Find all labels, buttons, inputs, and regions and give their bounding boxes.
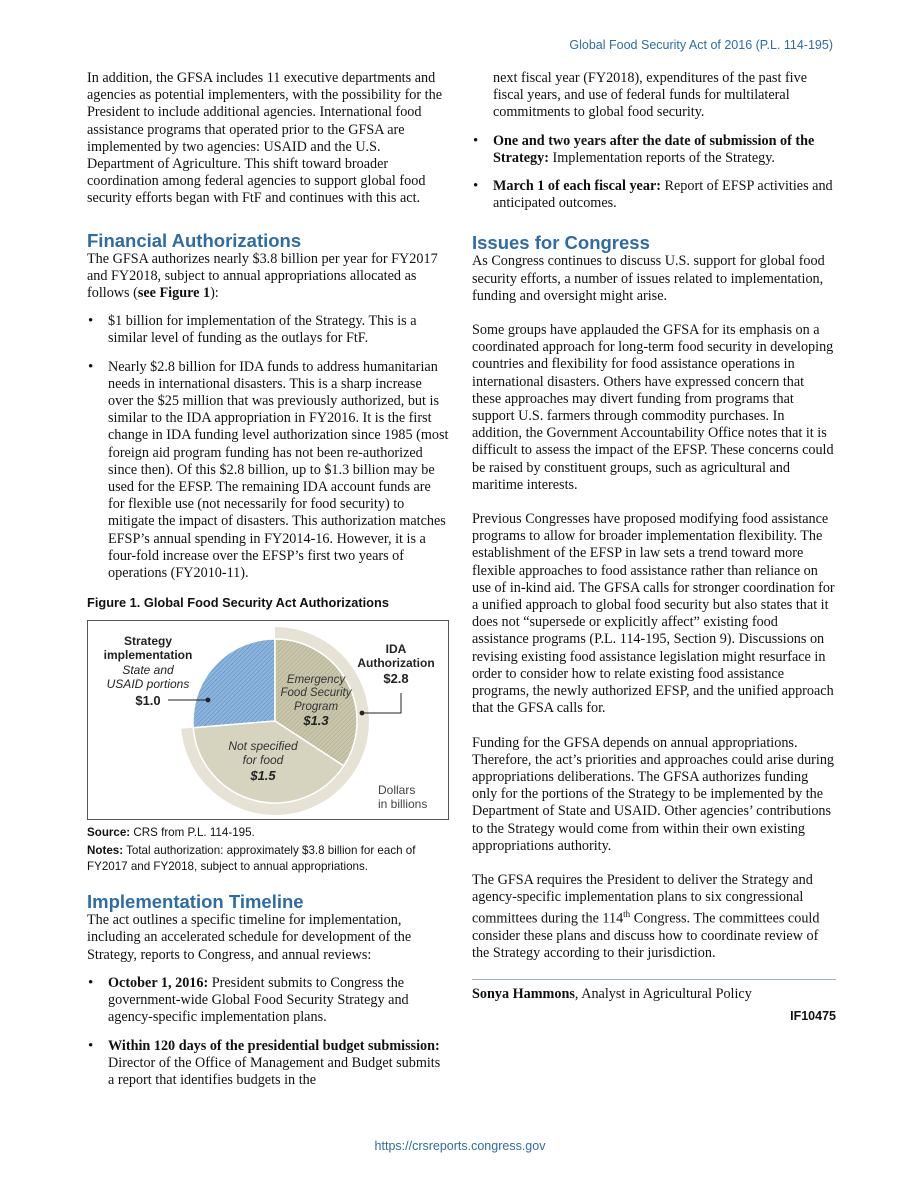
label-not-specified-line2: for food bbox=[242, 753, 284, 768]
right-column bbox=[472, 70, 836, 1025]
footer-url[interactable]: https://crsreports.congress.gov bbox=[374, 1139, 546, 1153]
bullet-120-days: • Within 120 days of the presidential budget submission: Director of the Office of Management and Budget submits a report that identifies budgets in the bbox=[87, 1038, 449, 1090]
figure-caption: Figure 1. Global Food Security Act Authorizations bbox=[87, 595, 389, 611]
issues-paragraph-3: Previous Congresses have proposed modifying food assistance programs to allow for broader implementation flexibility. The establishment of the EFSP in law sets a trend toward more flexible approaches to food assistance rather than reliance on use of in-kind aid. The GFSA calls for stronger coordination for a unified approach to global food security but also states that it does not “supersede or explicitly affect” existing food assistance programs (P.L. 114-195, Section 9). Discussions on revising existing food assistance legislation might resurface in order to consider how to relate existing food assistance programs, the newly authorized EFSP, and the unified approach that the GFSA calls for. bbox=[472, 511, 835, 717]
figure-1-pie-chart bbox=[87, 620, 449, 820]
intro-paragraph: In addition, the GFSA includes 11 executive departments and agencies as potential implementers, with the possibility for the President to include additional agencies. International food assistance programs that operated prior to the GFSA are implemented by two agencies: USAID and the U.S. Department of Agriculture. This shift toward broader coordination among federal agencies to support global food security efforts began with FtF and continues with this act. bbox=[87, 70, 442, 207]
financial-authorizations-heading: Financial Authorizations bbox=[87, 229, 302, 251]
bullet-120-days-continuation: next fiscal year (FY2018), expenditures of the past five fiscal years, and use of federal funds for multilateral commitments to global food security. bbox=[493, 70, 807, 121]
bullet-march-1: • March 1 of each fiscal year: Report of EFSP activities and anticipated outcomes. bbox=[472, 178, 836, 212]
bullet-one-two-years: • One and two years after the date of submission of the Strategy: Implementation reports of the Strategy. bbox=[472, 133, 836, 167]
strategy-leader-dot bbox=[206, 698, 211, 703]
label-strategy-line4: USAID portions bbox=[106, 677, 190, 692]
issues-paragraph-1: As Congress continues to discuss U.S. support for global food security efforts, a number of issues related to implementation, funding and oversight might arise. bbox=[472, 253, 825, 304]
label-efsp-line1: Emergency bbox=[286, 674, 346, 687]
timeline-bullet-list-left bbox=[87, 975, 449, 1089]
units-label-line2: in billions bbox=[378, 797, 428, 812]
label-strategy-line3: State and bbox=[122, 663, 174, 678]
label-ida-line1: IDA bbox=[385, 642, 407, 657]
author-line: Sonya Hammons, Analyst in Agricultural Policy bbox=[472, 979, 836, 1003]
label-efsp-line2: Food Security bbox=[280, 687, 352, 700]
issues-paragraph-5: The GFSA requires the President to deliver the Strategy and agency-specific implementation plans to six congressional committees during the 114th Congress. The committees could consider these plans and discuss how to coordinate review of the Strategy according to their jurisdiction. bbox=[472, 871, 820, 962]
label-not-specified-value: $1.5 bbox=[250, 768, 276, 784]
label-efsp-line3: Program bbox=[293, 701, 339, 714]
implementation-timeline-heading: Implementation Timeline bbox=[87, 891, 304, 913]
financial-lead-paragraph: The GFSA authorizes nearly $3.8 billion per year for FY2017 and FY2018, subject to annual appropriations allocated as follows (see Figure 1): bbox=[87, 250, 438, 302]
report-id: IF10475 bbox=[790, 1008, 836, 1023]
pie-chart-svg bbox=[88, 621, 448, 819]
label-efsp-value: $1.3 bbox=[303, 713, 329, 729]
label-ida-value: $2.8 bbox=[383, 671, 409, 687]
issues-for-congress-heading: Issues for Congress bbox=[472, 232, 650, 254]
implementation-lead-paragraph: The act outlines a specific timeline for implementation, including an accelerated schedule for development of the Strategy, reports to Congress, and annual reviews: bbox=[87, 912, 412, 963]
label-strategy-line2: implementation bbox=[103, 648, 193, 663]
timeline-bullet-list-right bbox=[472, 133, 836, 213]
label-ida-line2: Authorization bbox=[357, 656, 435, 671]
label-strategy-value: $1.0 bbox=[135, 693, 161, 709]
bullet-ida-funding: • Nearly $2.8 billion for IDA funds to address humanitarian needs in international disasters. This is a sharp increase over the $25 million that was previously authorized, but is similar to the IDA appropriation in FY2016. It is the first change in IDA funding level authorization since 1985 (most foreign aid program funding has not been re-authorized since then). Of this $2.8 billion, up to $1.3 billion may be used for the EFSP. The remaining IDA account funds are for flexible use (not necessarily for food security) to mitigate the impact of disasters. This authorization matches EFSP’s annual spending in FY2014-16. However, it is a four-fold increase over the EFSP’s first two years of operations (FY2010-11). bbox=[87, 359, 449, 583]
label-strategy-line1: Strategy bbox=[123, 634, 173, 649]
running-header: Global Food Security Act of 2016 (P.L. 114-195) bbox=[569, 38, 833, 52]
units-label-line1: Dollars bbox=[378, 783, 416, 798]
label-not-specified-line1: Not specified bbox=[228, 739, 298, 754]
ida-leader-dot bbox=[360, 711, 365, 716]
figure-source: Source: CRS from P.L. 114-195. bbox=[87, 826, 255, 840]
issues-paragraph-4: Funding for the GFSA depends on annual appropriations. Therefore, the act’s priorities and approaches could arise during appropriations deliberations. The GFSA authorizes funding only for the portions of the Strategy to be implemented by the Department of State and USAID. Other agencies’ contributions to the Strategy would come from within their own existing appropriations authority. bbox=[472, 734, 835, 854]
financial-bullet-list bbox=[87, 313, 449, 582]
figure-notes: Notes: Total authorization: approximately $3.8 billion for each of FY2017 and FY2018, subject to annual appropriations. bbox=[87, 844, 416, 874]
bullet-strategy-funding: • $1 billion for implementation of the Strategy. This is a similar level of funding as the outlays for FtF. bbox=[87, 313, 449, 347]
bullet-october-2016: • October 1, 2016: President submits to Congress the government-wide Global Food Security Strategy and agency-specific implementation plans. bbox=[87, 975, 449, 1027]
left-column bbox=[87, 70, 449, 1089]
pie-slice-strategy bbox=[193, 639, 275, 728]
issues-paragraph-2: Some groups have applauded the GFSA for its emphasis on a coordinated approach for long-term food security in developing countries and flexibility for food assistance operations in international disasters. Others have expressed concern that these approaches may divert funding from programs that support U.S. farmers through commodity purchases. In addition, the Government Accountability Office notes that it is difficult to assess the impact of the EFSP. These concerns could be raised by constituent groups, such as agricultural and maritime interests. bbox=[472, 322, 834, 493]
